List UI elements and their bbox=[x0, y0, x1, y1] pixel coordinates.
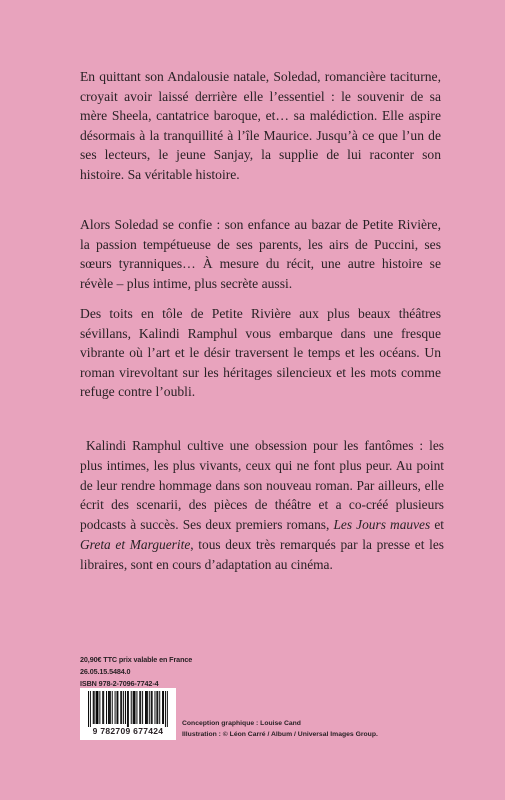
author-bio-text-3: , tous deux très remarqués par la presse et les libraires, sont en cours d’adaptation au cinéma. bbox=[80, 536, 444, 572]
author-bio-text-1: Kalindi Ramphul cultive une obsession pour les fantômes : les plus intimes, les plus vivants, ceux qui ne font plus peur. Au point de leur rendre hommage dans son nouveau roman. Par ailleurs, elle écrit des scenarii, des pièces de théâtre et a co-créé plusieurs podcasts à succès. Ses deux premiers romans, bbox=[80, 438, 444, 533]
price-text: 20,90€ TTC prix valable en France bbox=[80, 655, 193, 664]
author-bio-text-2: et bbox=[430, 517, 444, 533]
book-title-jours-mauves: Les Jours mauves bbox=[333, 517, 431, 533]
price-info bbox=[80, 654, 192, 690]
barcode-digits: 9 782709 677424 bbox=[92, 726, 164, 736]
product-code: 26.05.15.5484.0 bbox=[80, 667, 131, 676]
design-credit: Conception graphique : Louise Cand bbox=[182, 720, 301, 727]
barcode bbox=[80, 688, 176, 740]
barcode-bars bbox=[80, 688, 176, 728]
credits bbox=[182, 718, 378, 740]
summary-paragraph-2: Alors Soledad se confie : son enfance au bazar de Petite Rivière, la passion tempétueuse de ses parents, les airs de Puccini, ses sœurs tyranniques… À mesure du récit, une autre histoire se révèle – plus intime, plus secrète aussi. bbox=[80, 217, 441, 291]
book-title-greta-marguerite: Greta et Marguerite bbox=[80, 536, 191, 552]
summary-paragraph-1: En quittant son Andalousie natale, Soledad, romancière taciturne, croyait avoir laissé derrière elle l’essentiel : le souvenir de sa mère Sheela, cantatrice baroque, et… sa malédiction. Elle aspire désormais à la tranquillité à l’île Maurice. Jusqu’à ce que l’un de ses lecteurs, le jeune Sanjay, la supplie de lui raconter son histoire. Sa véritable histoire. bbox=[80, 69, 441, 182]
illustration-credit: Illustration : © Léon Carré / Album / Universal Images Group. bbox=[182, 731, 378, 738]
summary-paragraph-3: Des toits en tôle de Petite Rivière aux plus beaux théâtres sévillans, Kalindi Ramphul vous embarque dans une fresque vibrante où l’art et le désir traversent le temps et les océans. Un roman virevoltant sur les héritages silencieux et les mots comme refuge contre l’oubli. bbox=[80, 306, 441, 400]
author-bio bbox=[80, 436, 444, 575]
isbn-text: ISBN 978-2-7096-7742-4 bbox=[80, 679, 159, 688]
